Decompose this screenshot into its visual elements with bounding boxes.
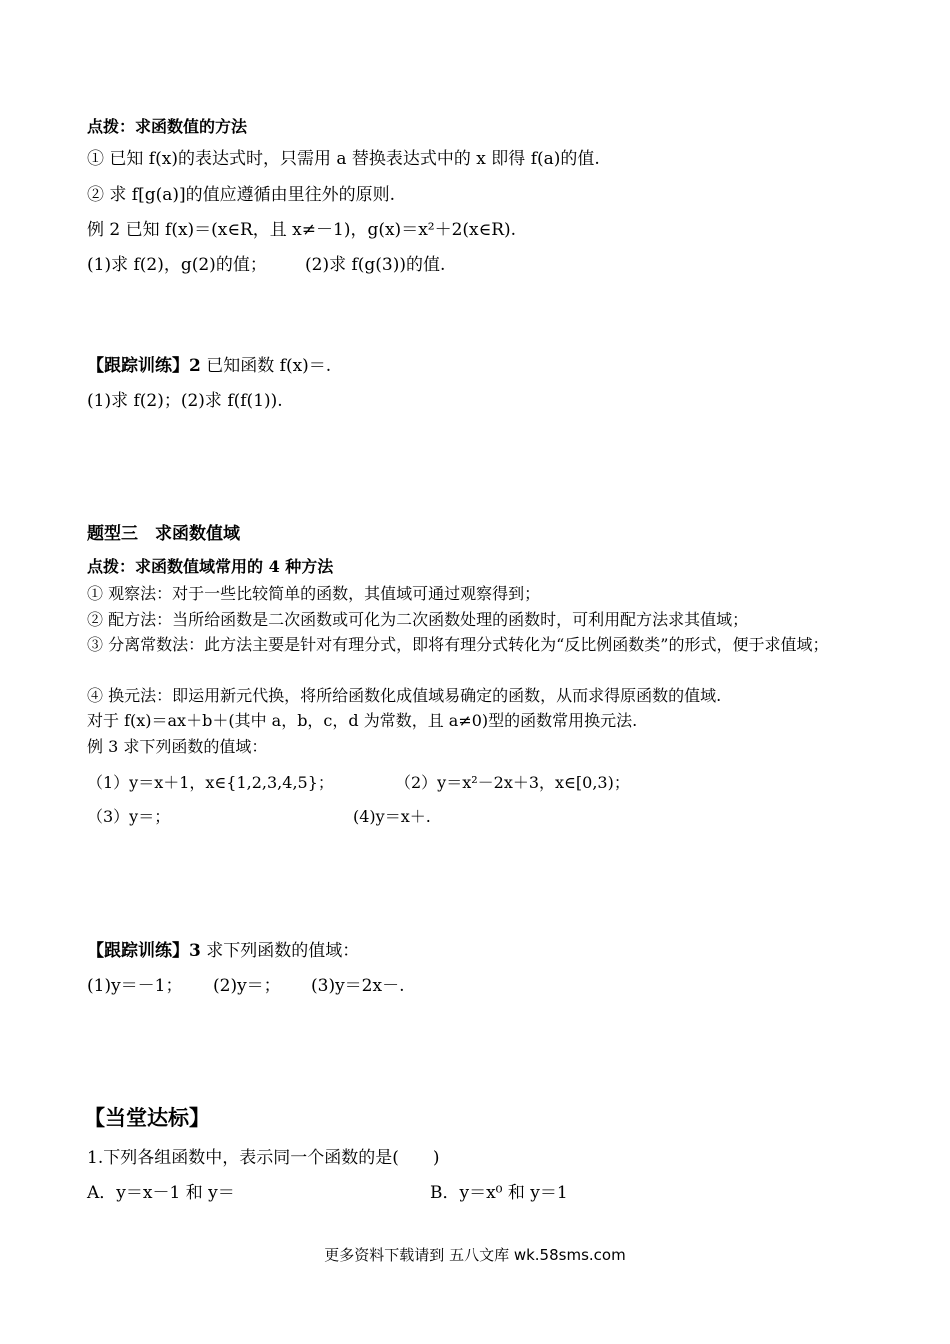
option-b: B．y＝x⁰ 和 y＝1 bbox=[430, 1183, 568, 1203]
training-3 bbox=[87, 940, 359, 962]
method-3: ③ 分离常数法：此方法主要是针对有理分式，即将有理分式转化为“反比例函数类”的形式，便于求值域； bbox=[87, 635, 829, 654]
training-2-text: 已知函数 f(x)＝. bbox=[200, 356, 332, 376]
option-a: A．y＝x－1 和 y＝ bbox=[87, 1183, 235, 1203]
training-3-text: 求下列函数的值域： bbox=[200, 941, 360, 961]
section-heading: 题型三 求函数值域 bbox=[87, 524, 240, 544]
tip-line-2: ② 求 f[g(a)]的值应遵循由里往外的原则. bbox=[87, 185, 396, 205]
training-2-tag: 【跟踪训练】2 bbox=[87, 356, 201, 376]
method-2: ② 配方法：当所给函数是二次函数或可化为二次函数处理的函数时，可利用配方法求其值域； bbox=[87, 610, 749, 629]
tip-line-1: ① 已知 f(x)的表达式时，只需用 a 替换表达式中的 x 即得 f(a)的值. bbox=[87, 149, 600, 169]
training-2-q: (1)求 f(2)；(2)求 f(f(1)). bbox=[87, 391, 283, 411]
example-3-q2: （2）y＝x²－2x＋3，x∈[0,3)； bbox=[395, 773, 630, 792]
example-3: 例 3 求下列函数的值域： bbox=[87, 737, 268, 756]
tip-title-2: 点拨：求函数值域常用的 4 种方法 bbox=[87, 557, 334, 576]
training-3-q2: (2)y＝； bbox=[213, 976, 281, 996]
example-3-q4: (4)y＝x＋. bbox=[353, 807, 431, 826]
footer-text: 更多资料下载请到 五八文库 wk.58sms.com bbox=[324, 1246, 626, 1264]
example-2-q2: (2)求 f(g(3))的值. bbox=[305, 255, 446, 275]
practice-q1: 1.下列各组函数中，表示同一个函数的是( ) bbox=[87, 1148, 440, 1168]
tip-title: 点拨：求函数值的方法 bbox=[87, 117, 248, 136]
training-3-tag: 【跟踪训练】3 bbox=[87, 941, 201, 961]
training-2 bbox=[87, 355, 331, 377]
method-5: 对于 f(x)＝ax＋b＋(其中 a，b，c，d 为常数，且 a≠0)型的函数常用换元法. bbox=[87, 711, 638, 730]
training-3-q3: (3)y＝2x－. bbox=[311, 976, 405, 996]
practice-heading: 【当堂达标】 bbox=[84, 1105, 210, 1130]
example-2-q1: (1)求 f(2)，g(2)的值； bbox=[87, 255, 267, 275]
example-3-q3: （3）y＝； bbox=[87, 807, 171, 826]
method-1: ① 观察法：对于一些比较简单的函数，其值域可通过观察得到； bbox=[87, 584, 541, 603]
example-3-q1: （1）y＝x＋1，x∈{1,2,3,4,5}； bbox=[87, 773, 334, 792]
training-3-q1: (1)y＝－1； bbox=[87, 976, 183, 996]
example-2: 例 2 已知 f(x)＝(x∈R，且 x≠－1)，g(x)＝x²＋2(x∈R). bbox=[87, 220, 517, 240]
method-4: ④ 换元法：即运用新元代换，将所给函数化成值域易确定的函数，从而求得原函数的值域. bbox=[87, 686, 722, 705]
